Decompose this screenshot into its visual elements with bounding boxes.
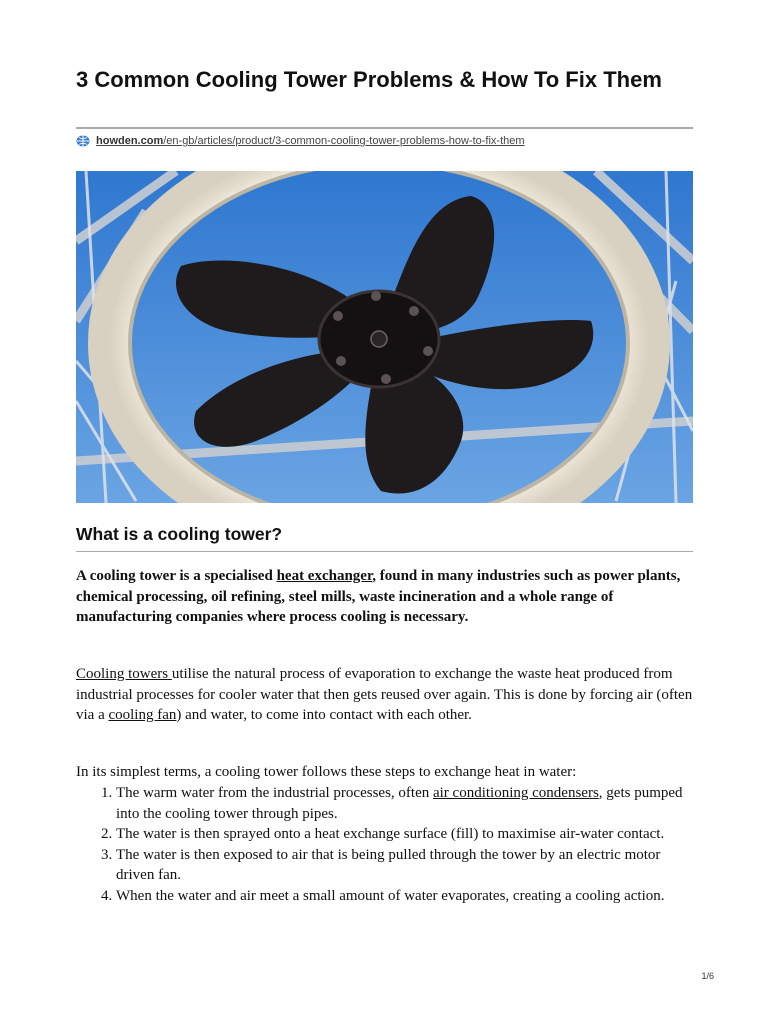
section-heading: What is a cooling tower?: [76, 524, 283, 544]
list-item: 4. When the water and air meet a small amount of water evaporates, creating a cooling action.: [116, 886, 693, 907]
page-title: 3 Common Cooling Tower Problems & How To Fix Them: [76, 67, 662, 92]
list-item: 2. The water is then sprayed onto a heat exchange surface (fill) to maximise air-water contact.: [116, 824, 693, 845]
section-divider: [76, 551, 693, 552]
source-path: /en-gb/articles/product/3-common-cooling-tower-problems-how-to-fix-them: [163, 135, 525, 147]
globe-icon: [76, 135, 90, 147]
lead-text-before: A cooling tower is a specialised: [76, 568, 277, 584]
cooling-fan-image: [76, 171, 693, 503]
heat-exchanger-link[interactable]: heat exchanger: [276, 568, 373, 584]
page-number: 1/6: [701, 971, 714, 981]
cooling-fan-link[interactable]: cooling fan: [108, 707, 177, 723]
steps-intro: In its simplest terms, a cooling tower follows these steps to exchange heat in water:: [76, 764, 577, 780]
source-link[interactable]: [96, 133, 525, 149]
body-text-2: ) and water, to come into contact with each other.: [176, 707, 472, 723]
source-domain: howden.com: [96, 135, 164, 147]
body-text-1: utilise the natural process of evaporation to exchange the waste heat produced from industrial processes for cooler water that then gets reused over again. This is done by forcing air (often via a: [76, 666, 693, 723]
air-conditioning-condensers-link[interactable]: air conditioning condensers: [432, 785, 599, 801]
title-divider: [76, 127, 693, 129]
list-item: [116, 783, 693, 824]
cooling-towers-link[interactable]: Cooling towers: [76, 666, 172, 682]
body-paragraph: [76, 664, 693, 726]
list-item: 3. The water is then exposed to air that is being pulled through the tower by an electric motor driven fan.: [116, 845, 693, 886]
lead-text-after: , found in many industries such as power plants, chemical processing, oil refining, steel mills, waste incineration and a whole range of manufacturing companies where process cooling is necessary.: [76, 568, 681, 625]
step-1-before: The warm water from the industrial processes, often: [116, 785, 433, 801]
cooling-fan-photo: [76, 171, 693, 503]
steps-list: [76, 783, 693, 906]
lead-paragraph: [76, 566, 693, 628]
step-1-after: , gets pumped into the cooling tower through pipes.: [116, 785, 683, 822]
source-line: [76, 133, 693, 149]
